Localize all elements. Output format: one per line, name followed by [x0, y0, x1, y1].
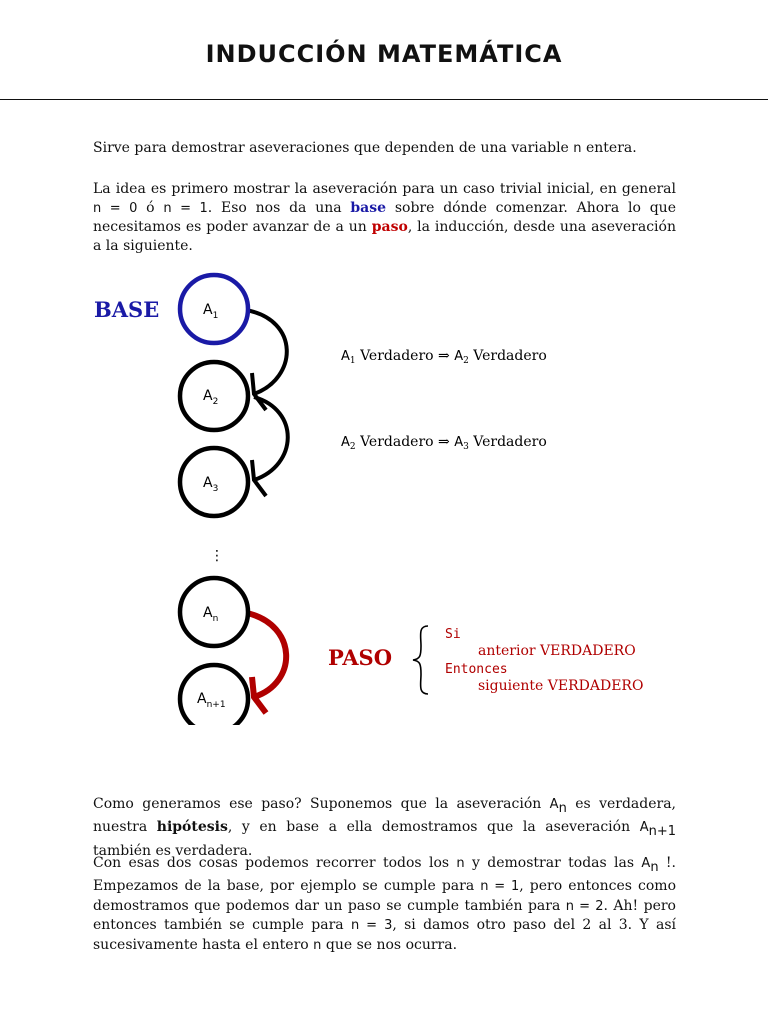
p2-text: La idea es primero mostrar la aseveración para un caso trivial inicial, en general	[93, 181, 676, 197]
p2-text: , la inducción, desde una aseveración a la siguiente.	[93, 219, 676, 254]
base-label: BASE	[94, 297, 160, 322]
p4-var-n: n	[456, 856, 465, 871]
p1-text-end: entera.	[581, 140, 637, 156]
svg-text:A2: $A_2$	[203, 388, 219, 407]
svg-text:A1: $A_1$	[203, 302, 219, 321]
left-brace	[413, 626, 428, 694]
brace-siguiente: siguiente VERDADERO	[478, 678, 644, 694]
title-rule	[0, 99, 768, 100]
brace-si: Si	[445, 627, 461, 642]
p4-var-n: n	[313, 937, 322, 953]
arrow-a2-a3	[252, 397, 288, 496]
p4-text: y demostrar todas las	[464, 855, 642, 871]
svg-text:A3: $A_3$	[203, 475, 219, 494]
page-title: INDUCCIÓN MATEMÁTICA	[205, 40, 563, 68]
brace-entonces: Entonces	[445, 662, 508, 677]
brace-anterior: anterior VERDADERO	[478, 643, 636, 659]
conclusion-paragraph	[93, 854, 676, 955]
p1-text: Sirve para demostrar aseveraciones que dependen de una variable	[93, 140, 574, 156]
intro-paragraph	[93, 139, 676, 159]
p2-eq-n0: n = 0	[93, 200, 138, 216]
p3-an: A	[549, 797, 559, 812]
node-an	[180, 578, 248, 646]
p4-an: A	[641, 856, 651, 871]
p3-an1-sub: n+1	[648, 824, 677, 840]
svg-text:An: $A_n$	[203, 605, 219, 624]
arrow-an-an1	[247, 613, 286, 713]
node-an1	[180, 665, 248, 725]
p4-text: , si damos otro paso del 2 al 3. Y así sucesivamente hasta el entero	[93, 917, 676, 953]
hipotesis-word: hipótesis	[156, 819, 228, 836]
p4-text: , pero entonces como demostramos que podemos dar un paso se cumple también para	[93, 878, 676, 914]
p4-an-sub: n	[650, 859, 659, 875]
p3-text: es verdadera, nuestra	[93, 796, 676, 836]
p4-text: que se nos ocurra.	[321, 936, 458, 953]
p4-eq-n2: n = 2	[565, 898, 604, 914]
node-a2	[180, 362, 248, 430]
p4-text: !. Empezamos de la base, por ejemplo se cumple para	[93, 855, 676, 895]
p3-text: también es verdadera.	[93, 842, 253, 859]
p3-an1: A	[639, 820, 649, 836]
node-a1	[180, 275, 248, 343]
paso-label: PASO	[328, 645, 393, 670]
ellipsis-dots: ⋮	[210, 548, 224, 564]
paso-word: paso	[371, 219, 408, 235]
step-paragraph	[93, 795, 676, 860]
p4-text: . Ah! pero entonces también se cumple para	[93, 897, 676, 934]
node-a3	[180, 448, 248, 516]
p2-text: . Eso nos da una	[207, 199, 351, 216]
p4-eq-n3: n = 3	[350, 918, 393, 934]
p2-text: sobre dónde comenzar. Ahora lo que necesitamos es poder avanzar de a un	[93, 199, 676, 235]
p1-var-n: n	[573, 141, 582, 156]
base-word: base	[350, 199, 387, 216]
p2-eq-n1: n = 1	[163, 200, 208, 216]
arrow-a1-a2	[246, 310, 287, 410]
p3-an-sub: n	[558, 800, 567, 816]
induction-diagram	[0, 255, 768, 725]
p3-text: Como generamos ese paso? Suponemos que la aseveración	[93, 796, 550, 812]
svg-text:An+1: $A_{n+1}$	[197, 691, 226, 710]
implication-1: $A_1$ Verdadero ⇒ $A_2$ Verdadero	[341, 348, 547, 366]
idea-paragraph	[93, 180, 676, 255]
p2-text: ó	[137, 199, 164, 216]
p4-eq-n1: n = 1	[480, 879, 520, 895]
implication-2: $A_2$ Verdadero ⇒ $A_3$ Verdadero	[341, 434, 547, 452]
p3-text: , y en base a ella demostramos que la aseveración	[227, 819, 640, 836]
p4-text: Con esas dos cosas podemos recorrer todos los	[93, 855, 457, 871]
